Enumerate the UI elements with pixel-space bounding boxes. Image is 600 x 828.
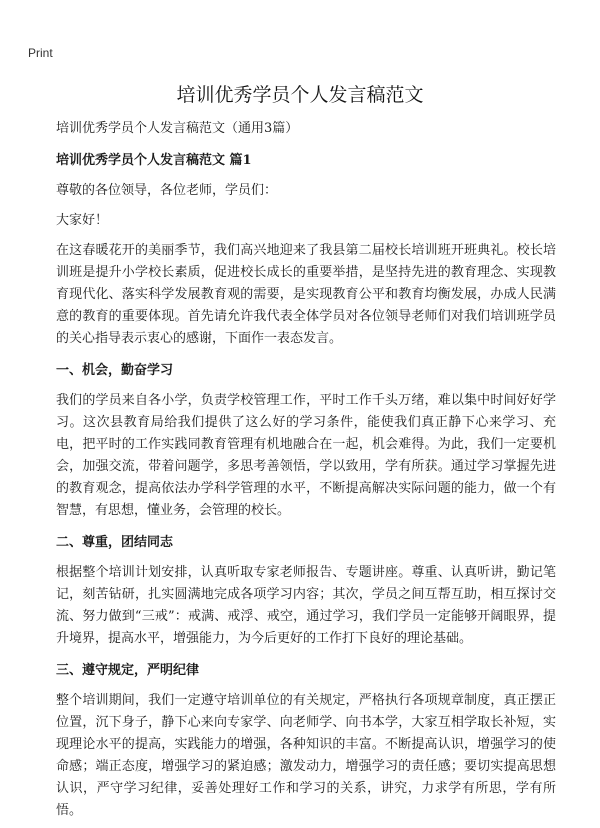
intro-paragraph: 在这春暖花开的美丽季节，我们高兴地迎来了我县第二届校长培训班开班典礼。校长培训班是提升小学校长素质，促进校长成长的重要举措，是坚持先进的教育理念、实现教育现代化、落实科学发展教育观的需要，是实现教育公平和教育均衡发展，办成人民满意的教育的重要体现。首先请允许我代表全体学员对各位领导老师们对我们培训班学员的关心指导表示衷心的感谢，下面作一表态发言。: [56, 243, 556, 346]
document-body: [56, 118, 556, 828]
section-heading-3: 三、遵守规定，严明纪律: [56, 663, 200, 678]
section-body-2: 根据整个培训计划安排，认真听取专家老师报告、专题讲座。尊重、认真听讲，勤记笔记，刻苦钻研，扎实圆满地完成各项学习内容；其次，学员之间互帮互助，相互探讨交流、努力做到“三戒”：戒满、戒浮、戒空，通过学习，我们学员一定能够开阔眼界，提升境界，提高水平，增强能力，为今后更好的工作打下良好的理论基础。: [56, 565, 556, 646]
section-body-1: 我们的学员来自各小学，负责学校管理工作，平时工作千头万绪，难以集中时间好好学习。这次县教育局给我们提供了这么好的学习条件，能使我们真正静下心来学习、充电，把平时的工作实践同教育管理有机地融合在一起，机会难得。为此，我们一定要机会，加强交流，带着问题学，多思考善领悟，学以致用，学有所获。通过学习掌握先进的教育观念，提高依法办学科学管理的水平，不断提高解决实际问题的能力，做一个有智慧，有思想，懂业务，会管理的校长。: [56, 393, 556, 518]
page-title: 培训优秀学员个人发言稿范文: [176, 84, 424, 106]
salutation: 尊敬的各位领导，各位老师，学员们：: [56, 183, 278, 198]
section-heading-2: 二、尊重，团结同志: [56, 535, 174, 550]
part-heading: 培训优秀学员个人发言稿范文 篇1: [56, 153, 252, 168]
print-link[interactable]: Print: [28, 46, 53, 60]
document-subtitle: 培训优秀学员个人发言稿范文（通用3篇）: [56, 121, 299, 136]
greeting: 大家好！: [56, 213, 109, 228]
section-heading-1: 一、机会，勤奋学习: [56, 363, 174, 378]
section-body-3: 整个培训期间，我们一定遵守培训单位的有关规定，严格执行各项规章制度，真正摆正位置，沉下身子，静下心来向专家学、向老师学、向书本学，大家互相学取长补短，实现理论水平的提高，实践能力的增强，各种知识的丰富。不断提高认识，增强学习的使命感；端正态度，增强学习的紧迫感；激发动力，增强学习的责任感；要切实提高思想认识，严守学习纪律，妥善处理好工作和学习的关系，讲究，力求学有所思，学有所悟。: [56, 693, 556, 818]
